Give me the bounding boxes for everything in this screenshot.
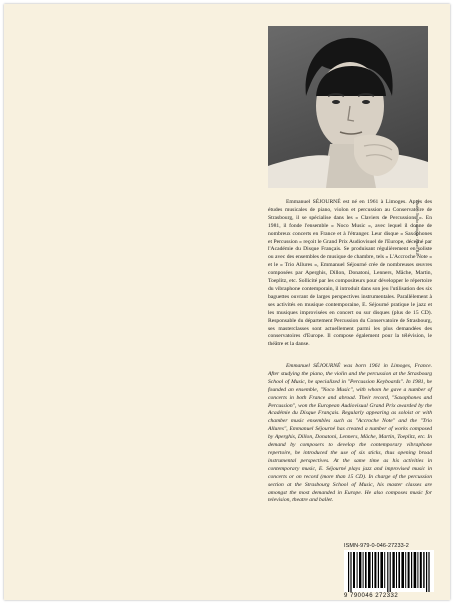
book-back-cover	[4, 4, 450, 600]
biography-french: Emmanuel SÉJOURNÉ est né en 1961 à Limoges. Après des études musicales de piano, violon et percussion au Conservatoire de Strasbourg, il se spécialise dans les « Claviers de Percussions ». En 1981, il fonde l'ensemble « Noco Music », avec lequel il donne de nombreux concerts en France et à l'étranger. Leur disque « Saxophones et Percussion » reçoit le Grand Prix Audiovisuel de l'Europe, décerné par l'Académie du Disque Français. Se produisant régulièrement en soliste ou avec des ensembles de musique de chambre, tels « L'Accroche Note » et le « Trio Allures », Emmanuel Séjourné crée de nombreuses œuvres composées par Aperghis, Dillon, Donatoni, Lenners, Mâche, Martin, Toeplitz, etc. Sollicité par les compositeurs pour développer le répertoire du vibraphone contemporain, il introduit dans son jeu l'utilisation des six baguettes ouvrant de larges perspectives instrumentales. Parallèlement à ses activités en musique contemporaine, E. Séjourné pratique le jazz et les musiques improvisées en concert ou sur disques (plus de 15 CD). Responsable du département Percussion du Conservatoire de Strasbourg, ses masterclasses sont actuellement parmi les plus demandées des conservatoires d'Europe. Il compose également pour la télévision, le théâtre et la danse.	[268, 199, 432, 348]
author-portrait	[268, 26, 428, 188]
ismn-number: ISMN-979-0-046-27233-2	[344, 543, 409, 549]
portrait-illustration	[268, 26, 428, 188]
biography-english: Emmanuel SÉJOURNÉ was born 1961 in Limoges, France. After studying the piano, the violin and the percussion at the Strasbourg School of Music, he specialized in "Percussion Keyboards". In 1981, he founded an ensemble, "Noco Music", with whom he gave a number of concerts in both France and abroad. Their record, "Saxophones and Percussion", won the European Audiovisual Grand Prix awarded by the Académie du Disque Français. Regularly appearing as soloist or with chamber music ensembles such as "Accroche Note" and the "Trio Allures", Emmanuel Séjourné has created a number of works composed by Aperghis, Dillon, Donatoni, Lenners, Mâche, Martin, Toeplitz, etc. In demand by composers to develop the contemporary vibraphone repertoire, he introduced the use of six sticks, thus opening broad instrumental perspectives. At the same time as his activities in contemporary music, E. Séjourné plays jazz and improvised music in concerts or on record (more than 15 CD). In charge of the percussion section at the Strasbourg School of Music, his master classes are amongst the most demanded in Europe. He also composes music for television, theatre and ballet.	[268, 363, 432, 504]
barcode-digits: 9 790046 272332	[344, 593, 399, 599]
barcode-image	[344, 550, 434, 592]
photo-credit: Photo : Studio optique · Photo B.L.	[415, 200, 420, 257]
